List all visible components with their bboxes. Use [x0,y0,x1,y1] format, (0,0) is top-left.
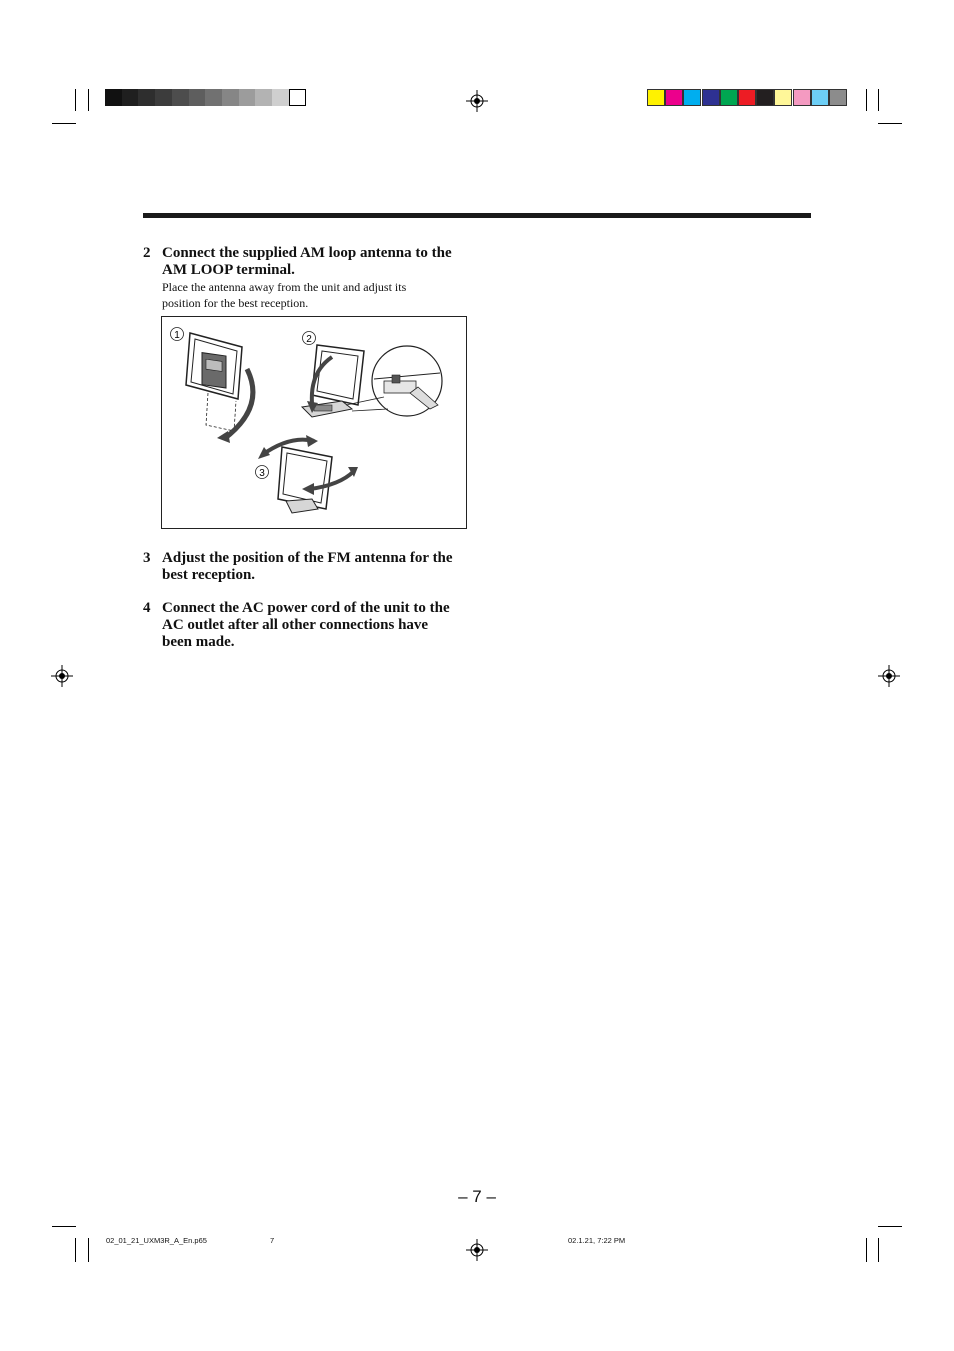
step-number: 2 [143,245,151,261]
registration-mark-bottom-icon [466,1239,488,1261]
color-swatch [647,89,665,106]
color-swatch [222,89,239,106]
color-swatch [774,89,792,106]
step-number: 3 [143,550,151,566]
slug-timestamp: 02.1.21, 7:22 PM [568,1236,626,1245]
color-swatch [189,89,206,106]
page-number: – 7 – [458,1187,496,1206]
color-swatch [811,89,829,106]
step-number: 4 [143,600,151,616]
step-heading: Connect the AC power cord of the unit to the AC outlet after all other connections have been made. [162,600,450,650]
color-swatch [205,89,222,106]
figure-marker-3: 3 [259,468,265,479]
am-loop-antenna-illustration [162,317,466,528]
antenna-figure [161,316,467,529]
antenna-step3 [278,447,358,513]
color-swatch [720,89,738,106]
color-swatch [829,89,847,106]
registration-mark-left-icon [51,665,73,687]
color-swatch [683,89,701,106]
figure-marker-2: 2 [306,334,312,345]
color-swatch [122,89,139,106]
color-swatch [289,89,306,106]
step-heading: Connect the supplied AM loop antenna to the AM LOOP terminal. [162,245,452,278]
header-rule [143,213,811,218]
color-swatch [738,89,756,106]
color-swatch [702,89,720,106]
color-swatch [105,89,122,106]
slug-page: 7 [270,1236,275,1245]
registration-mark-top-icon [466,90,488,112]
color-swatch [756,89,774,106]
color-swatch [665,89,683,106]
antenna-step2 [302,345,442,417]
step-body: Place the antenna away from the unit and adjust its position for the best reception. [162,280,407,310]
color-swatch [172,89,189,106]
figure-marker-1: 1 [174,330,180,341]
color-swatch [255,89,272,106]
color-swatch [138,89,155,106]
color-swatch [239,89,256,106]
antenna-step1 [186,333,253,443]
slug-filename: 02_01_21_UXM3R_A_En.p65 [106,1236,207,1245]
color-swatch [155,89,172,106]
registration-mark-right-icon [878,665,900,687]
color-swatch [272,89,289,106]
step-heading: Adjust the position of the FM antenna for the best reception. [162,550,453,583]
color-swatch [793,89,811,106]
